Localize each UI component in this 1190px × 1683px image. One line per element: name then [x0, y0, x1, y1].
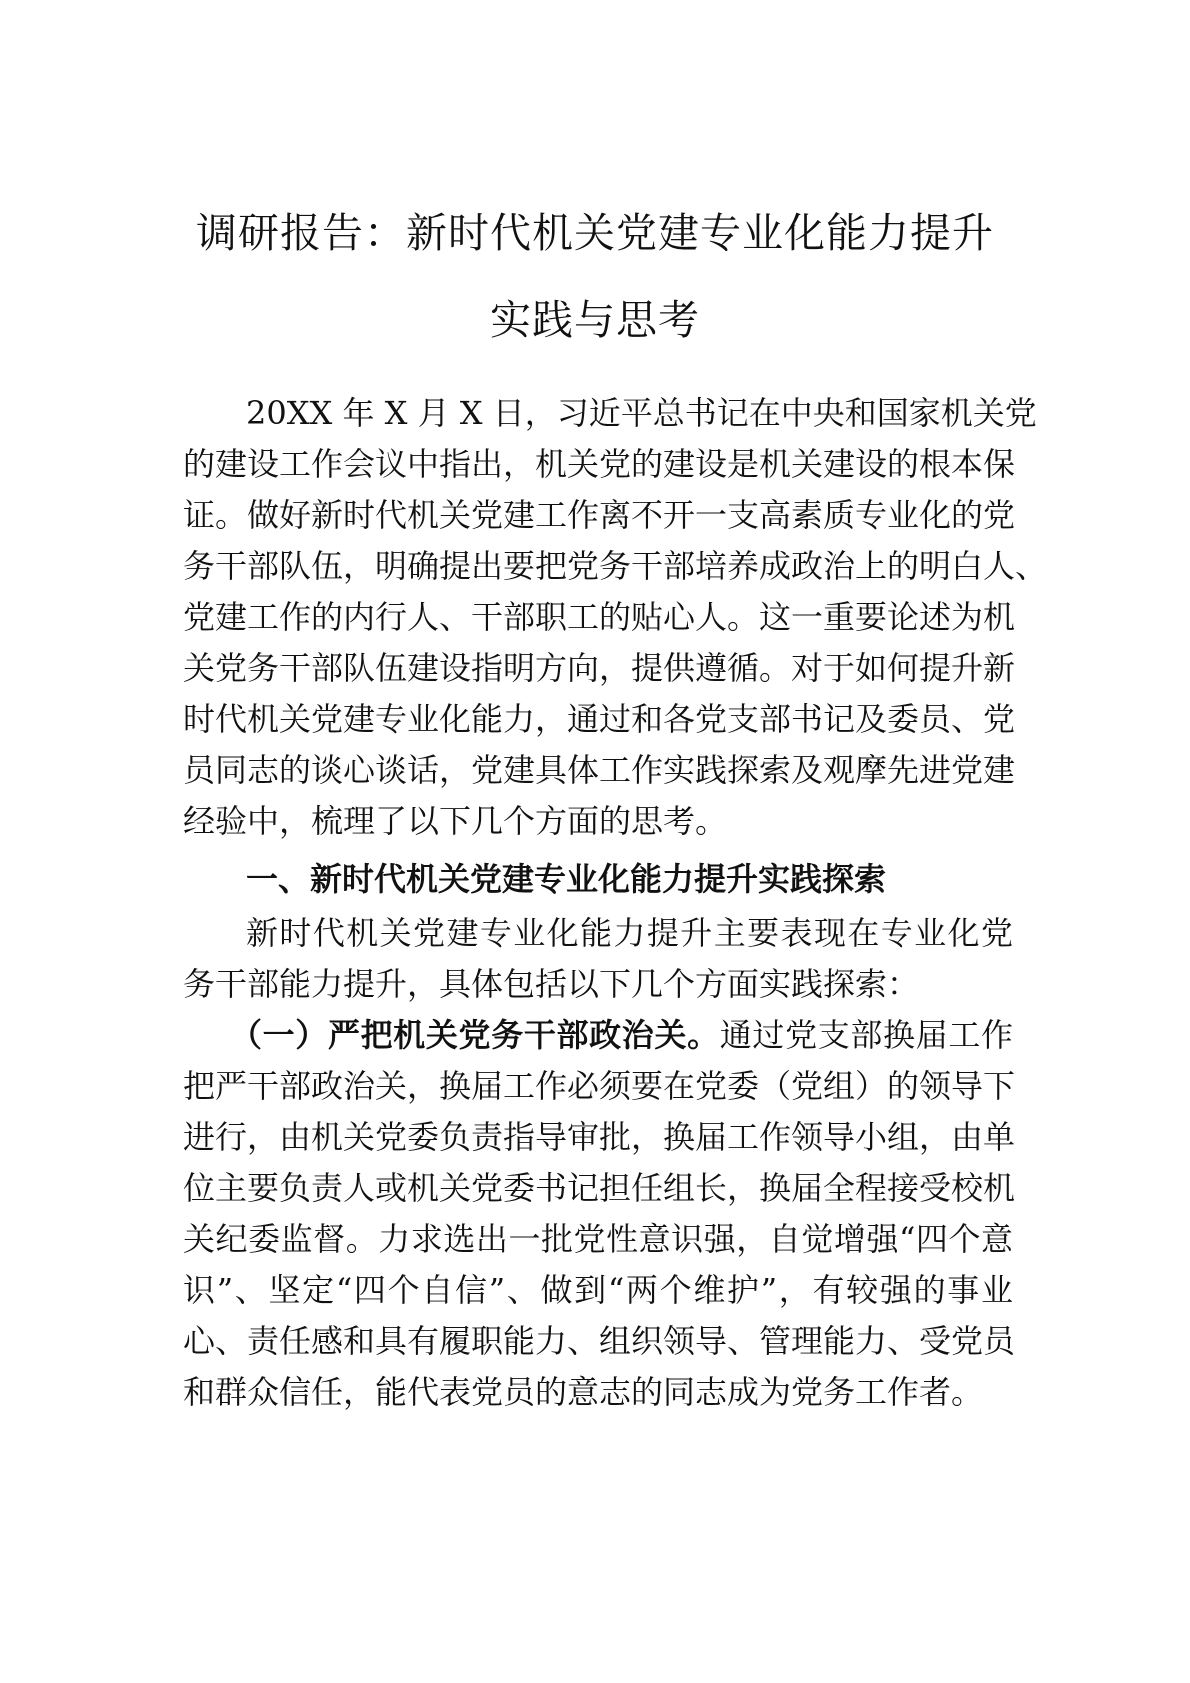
subsection-line: 把严干部政治关，换届工作必须要在党委（党组）的领导下 [183, 1067, 1016, 1105]
subsection-line: 位主要负责人或机关党委书记担任组长，换届全程接受校机 [183, 1169, 1016, 1207]
subsection-lead: （一）严把机关党务干部政治关。 [230, 1016, 720, 1054]
section-paragraph-line: 新时代机关党建专业化能力提升主要表现在专业化党 [246, 914, 1013, 952]
intro-line: 的建设工作会议中指出，机关党的建设是机关建设的根本保 [183, 445, 1016, 483]
subsection-line: 识”、坚定“四个自信”、做到“两个维护”，有较强的事业 [183, 1271, 1013, 1309]
subsection-line: 和群众信任，能代表党员的意志的同志成为党务工作者。 [183, 1373, 984, 1411]
intro-line: 务干部队伍，明确提出要把党务干部培养成政治上的明白人、 [183, 547, 1048, 585]
subsection-line: 心、责任感和具有履职能力、组织领导、管理能力、受党员 [183, 1322, 1016, 1360]
document-title-line-1: 调研报告：新时代机关党建专业化能力提升 [196, 209, 994, 257]
intro-line: 20XX 年 X 月 X 日，习近平总书记在中央和国家机关党 [246, 394, 1037, 432]
intro-line: 证。做好新时代机关党建工作离不开一支高素质专业化的党 [183, 496, 1016, 534]
intro-line: 员同志的谈心谈话，党建具体工作实践探索及观摩先进党建 [183, 751, 1016, 789]
intro-line: 关党务干部队伍建设指明方向，提供遵循。对于如何提升新 [183, 649, 1016, 687]
document-title-line-2: 实践与思考 [490, 296, 700, 344]
subsection-line: 进行，由机关党委负责指导审批，换届工作领导小组，由单 [183, 1118, 1016, 1156]
section-heading: 一、新时代机关党建专业化能力提升实践探索 [246, 860, 887, 898]
section-paragraph-line: 务干部能力提升，具体包括以下几个方面实践探索： [183, 965, 920, 1003]
intro-line: 经验中，梳理了以下几个方面的思考。 [183, 802, 728, 840]
intro-line: 时代机关党建专业化能力，通过和各党支部书记及委员、党 [183, 700, 1016, 738]
subsection-text: 通过党支部换届工作 [719, 1016, 1013, 1054]
subsection-first-line [230, 1016, 1013, 1054]
subsection-line: 关纪委监督。力求选出一批党性意识强，自觉增强“四个意 [183, 1220, 1013, 1258]
intro-line: 党建工作的内行人、干部职工的贴心人。这一重要论述为机 [183, 598, 1016, 636]
